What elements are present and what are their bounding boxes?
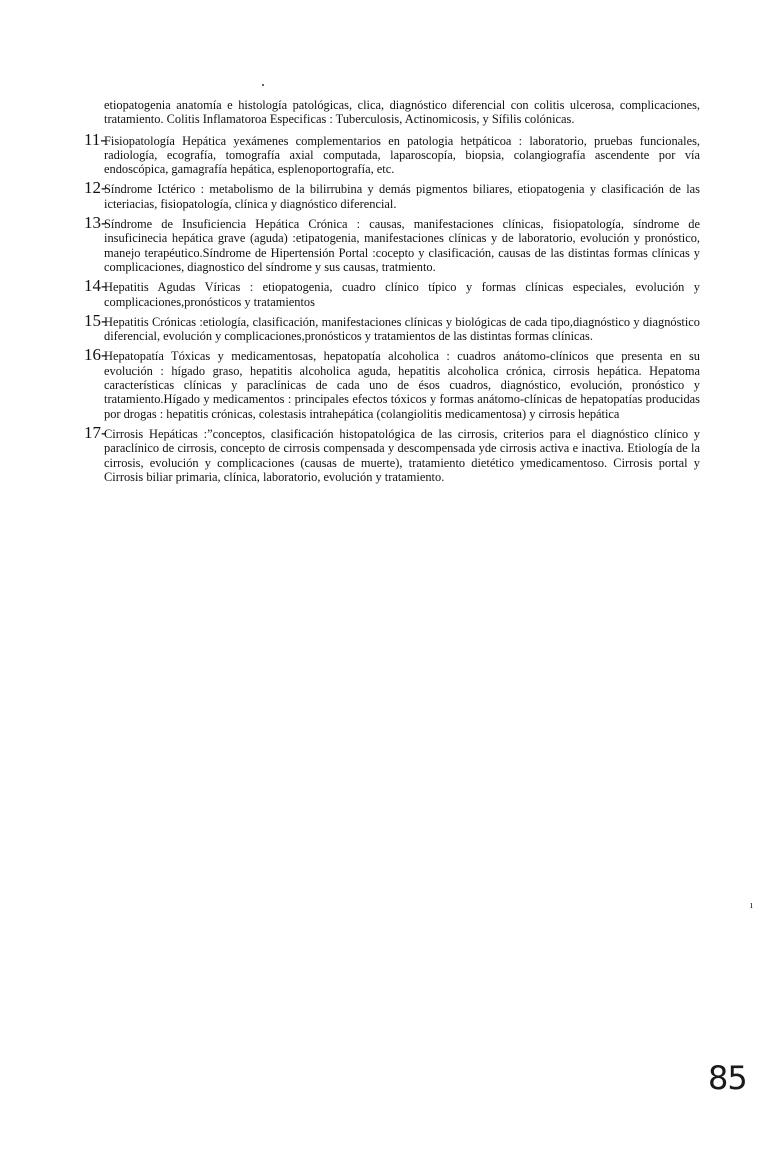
item-text: Fisiopatología Hepática yexámenes complementarios en patologia hetpáticoa : laboratorio, pruebas funcionales, radiología, ecografía, tomografía axial computada, laparoscopía, biopsia, colangiografía ascendente por vía endoscópica, gamagrafía hepática, esplenoportografía, etc. bbox=[104, 133, 700, 177]
item-text: Hepatopatía Tóxicas y medicamentosas, hepatopatía alcoholica : cuadros anátomo-clínicos que presenta en su evolución : hígado graso, hepatitis alcoholica aguda, hepatitis alcoholica crónica, cirrosis hepática. Hepatoma características clínicas y paraclínicas de cada uno de ésos cuadros, diagnóstico, evolución, pronóstico y tratamiento.Hígado y medicamentos : principales efectos tóxicos y formas anátomo-clínicas de hepatopatías producidas por drogas : hepatitis crónicas, colestasis intrahepática (colangiolitis medicamentosa) y cirrosis hepática bbox=[104, 349, 700, 421]
syllabus-list bbox=[84, 129, 700, 485]
margin-mark: ı bbox=[750, 900, 753, 911]
syllabus-item bbox=[84, 129, 700, 177]
syllabus-item bbox=[84, 213, 700, 274]
item-number: 14- bbox=[84, 276, 107, 296]
syllabus-item bbox=[84, 178, 700, 211]
syllabus-item bbox=[84, 310, 700, 344]
intro-paragraph: etiopatogenia anatomía e histología patológicas, clica, diagnóstico diferencial con colitis ulcerosa, complicaciones, tratamiento. Colitis Inflamatoroa Especificas : Tuberculosis, Actinomicosis, y Sífilis colónicas. bbox=[104, 98, 700, 127]
scan-speck bbox=[262, 84, 264, 86]
syllabus-item bbox=[84, 276, 700, 309]
item-number: 16- bbox=[84, 345, 107, 365]
item-text: Síndrome de Insuficiencia Hepática Crónica : causas, manifestaciones clínicas, fisiopatología, síndrome de insuficinecia hepática grave (aguda) :etipatogenia, manifestaciones clínicas y de laboratorio, evolución y pronóstico, manejo terapéutico.Síndrome de Hipertensión Portal :cocepto y clasificación, causas de las distintas formas clínicas y complicaciones, diagnostico del síndrome y sus causas, tratmiento. bbox=[104, 217, 700, 274]
item-number: 15- bbox=[84, 310, 107, 330]
item-number: 12- bbox=[84, 178, 107, 198]
item-text: Hepatitis Agudas Víricas : etiopatogenia, cuadro clínico típico y formas clínicas especiales, evolución y complicaciones,pronósticos y tratamientos bbox=[104, 280, 700, 309]
item-text: Cirrosis Hepáticas :”conceptos, clasificación histopatológica de las cirrosis, criterios para el diagnóstico clínico y paraclínico de cirrosis, concepto de cirrosis compensada y descompensada yde cirrosis activa e inactiva. Etiología de la cirrosis, evolución y complicaciones (causas de muerte), tratamiento dietético ymedicamentoso. Cirrosis portal y Cirrosis biliar primaria, clínica, laboratorio, evolución y tratamiento. bbox=[104, 426, 700, 484]
page-number: 85 bbox=[708, 1059, 747, 1097]
syllabus-item bbox=[84, 422, 700, 484]
syllabus-text bbox=[84, 98, 700, 490]
item-text: Síndrome Ictérico : metabolismo de la bilirrubina y demás pigmentos biliares, etiopatogenia y clasificación de las icteriacias, fisiopatología, clínica y diagnóstico diferencial. bbox=[104, 182, 700, 211]
syllabus-item bbox=[84, 345, 700, 421]
item-number: 13- bbox=[84, 213, 107, 233]
item-text: Hepatitis Crónicas :etiología, clasificación, manifestaciones clínicas y biológicas de cada tipo,diagnóstico y diagnóstico diferencial, evolución y complicaciones,pronósticos y tratamientos de las distintas formas clínicas. bbox=[104, 314, 700, 344]
item-number: 17- bbox=[84, 422, 107, 442]
item-number: 11- bbox=[84, 129, 107, 149]
